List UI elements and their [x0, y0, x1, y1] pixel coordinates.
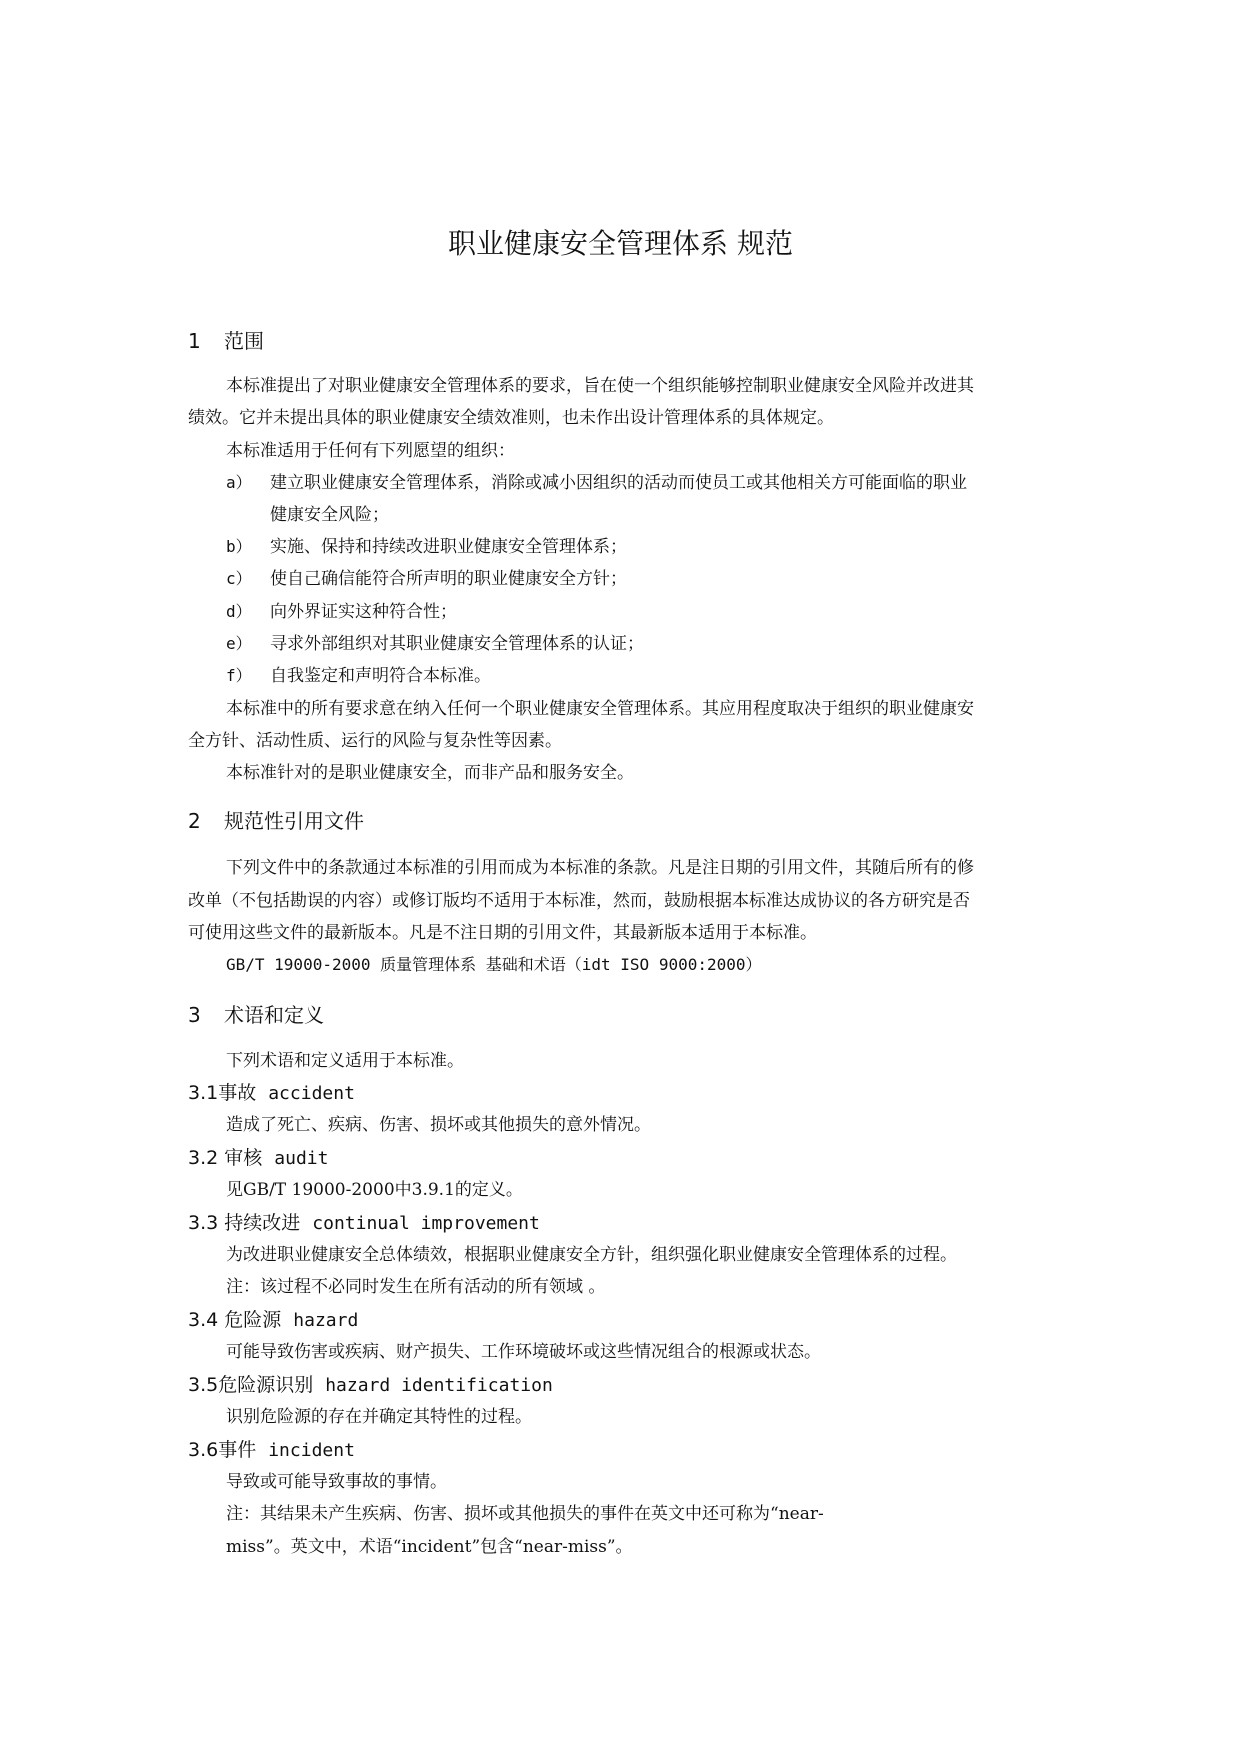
term-3-3-definition: 为改进职业健康安全总体绩效，根据职业健康安全方针，组织强化职业健康安全管理体系的过程。: [226, 1245, 957, 1265]
list-text: 自我鉴定和声明符合本标准。: [270, 666, 491, 686]
s1-paragraph-1-line-2: 绩效。它并未提出具体的职业健康安全绩效准则，也未作出设计管理体系的具体规定。: [188, 408, 834, 428]
term-english: audit: [274, 1148, 329, 1169]
section-3-heading: [188, 1001, 324, 1029]
list-marker: f）: [226, 666, 252, 685]
document-title: 职业健康安全管理体系 规范: [448, 227, 793, 260]
s1-list-item-f: [226, 664, 491, 688]
list-text: 寻求外部组织对其职业健康安全管理体系的认证；: [270, 634, 644, 654]
list-marker: a）: [226, 473, 252, 492]
term-english: hazard identification: [325, 1375, 553, 1396]
s1-list-item-a-cont: 健康安全风险；: [270, 505, 389, 525]
term-3-3-note: 注：该过程不必同时发生在所有活动的所有领域 。: [226, 1277, 606, 1297]
section-1-number: 1: [188, 329, 201, 353]
term-english: incident: [268, 1440, 355, 1461]
term-3-5-definition: 识别危险源的存在并确定其特性的过程。: [226, 1407, 532, 1427]
s1-paragraph-2: 本标准适用于任何有下列愿望的组织：: [226, 441, 515, 461]
s1-list-item-b: [226, 535, 627, 559]
s2-paragraph-line-3: 可使用这些文件的最新版本。凡是不注日期的引用文件，其最新版本适用于本标准。: [188, 923, 817, 943]
term-number: 3.3 持续改进: [188, 1212, 301, 1234]
list-marker: b）: [226, 537, 252, 556]
section-3-title: 术语和定义: [224, 1003, 324, 1027]
s1-list-item-d: [226, 600, 457, 624]
term-3-1-definition: 造成了死亡、疾病、伤害、损坏或其他损失的意外情况。: [226, 1115, 651, 1135]
term-3-4-heading: [188, 1307, 358, 1334]
s1-paragraph-3-line-2: 全方针、活动性质、运行的风险与复杂性等因素。: [188, 731, 562, 751]
list-text: 向外界证实这种符合性；: [270, 602, 457, 622]
term-3-4-definition: 可能导致伤害或疾病、财产损失、工作环境破坏或这些情况组合的根源或状态。: [226, 1342, 821, 1362]
term-number: 3.5危险源识别: [188, 1374, 314, 1396]
list-text: 使自己确信能符合所声明的职业健康安全方针；: [270, 569, 627, 589]
s1-list-item-e: [226, 632, 644, 656]
term-english: accident: [268, 1083, 355, 1104]
term-3-1-heading: [188, 1080, 355, 1107]
term-3-6-definition: 导致或可能导致事故的事情。: [226, 1472, 447, 1492]
term-3-6-note-line-2: miss”。英文中，术语“incident”包含“near-miss”。: [226, 1537, 633, 1557]
s1-paragraph-1-line-1: 本标准提出了对职业健康安全管理体系的要求，旨在使一个组织能够控制职业健康安全风险并改进其: [226, 376, 974, 396]
s1-list-item-c: [226, 567, 627, 591]
list-text: 建立职业健康安全管理体系，消除或减小因组织的活动而使员工或其他相关方可能面临的职业: [270, 473, 967, 493]
term-number: 3.4 危险源: [188, 1309, 282, 1331]
section-2-title: 规范性引用文件: [224, 809, 364, 833]
s1-list-item-a: [226, 471, 967, 495]
term-3-2-heading: [188, 1145, 328, 1172]
s3-intro: 下列术语和定义适用于本标准。: [226, 1051, 464, 1071]
term-number: 3.1事故: [188, 1082, 257, 1104]
section-2-heading: [188, 807, 364, 835]
list-marker: c）: [226, 569, 252, 588]
section-3-number: 3: [188, 1003, 201, 1027]
term-3-2-definition: 见GB/T 19000-2000中3.9.1的定义。: [226, 1180, 523, 1200]
list-marker: e）: [226, 634, 252, 653]
s1-paragraph-4: 本标准针对的是职业健康安全，而非产品和服务安全。: [226, 763, 634, 783]
section-1-heading: [188, 327, 264, 355]
term-3-6-heading: [188, 1437, 355, 1464]
term-number: 3.6事件: [188, 1439, 257, 1461]
term-3-6-note-line-1: 注：其结果未产生疾病、伤害、损坏或其他损失的事件在英文中还可称为“near-: [226, 1504, 824, 1524]
list-text: 实施、保持和持续改进职业健康安全管理体系；: [270, 537, 627, 557]
term-3-5-heading: [188, 1372, 553, 1399]
list-marker: d）: [226, 602, 252, 621]
term-3-3-heading: [188, 1210, 540, 1237]
section-1-title: 范围: [224, 329, 264, 353]
s1-paragraph-3-line-1: 本标准中的所有要求意在纳入任何一个职业健康安全管理体系。其应用程度取决于组织的职业健康安: [226, 699, 974, 719]
term-english: hazard: [293, 1310, 359, 1331]
term-number: 3.2 审核: [188, 1147, 263, 1169]
section-2-number: 2: [188, 809, 201, 833]
s2-paragraph-line-2: 改单（不包括勘误的内容）或修订版均不适用于本标准，然而，鼓励根据本标准达成协议的各方研究是否: [188, 891, 970, 911]
s2-paragraph-line-1: 下列文件中的条款通过本标准的引用而成为本标准的条款。凡是注日期的引用文件，其随后所有的修: [226, 858, 974, 878]
s2-normative-reference: GB/T 19000-2000 质量管理体系 基础和术语（idt ISO 9000:2000）: [226, 955, 762, 974]
term-english: continual improvement: [312, 1213, 540, 1234]
